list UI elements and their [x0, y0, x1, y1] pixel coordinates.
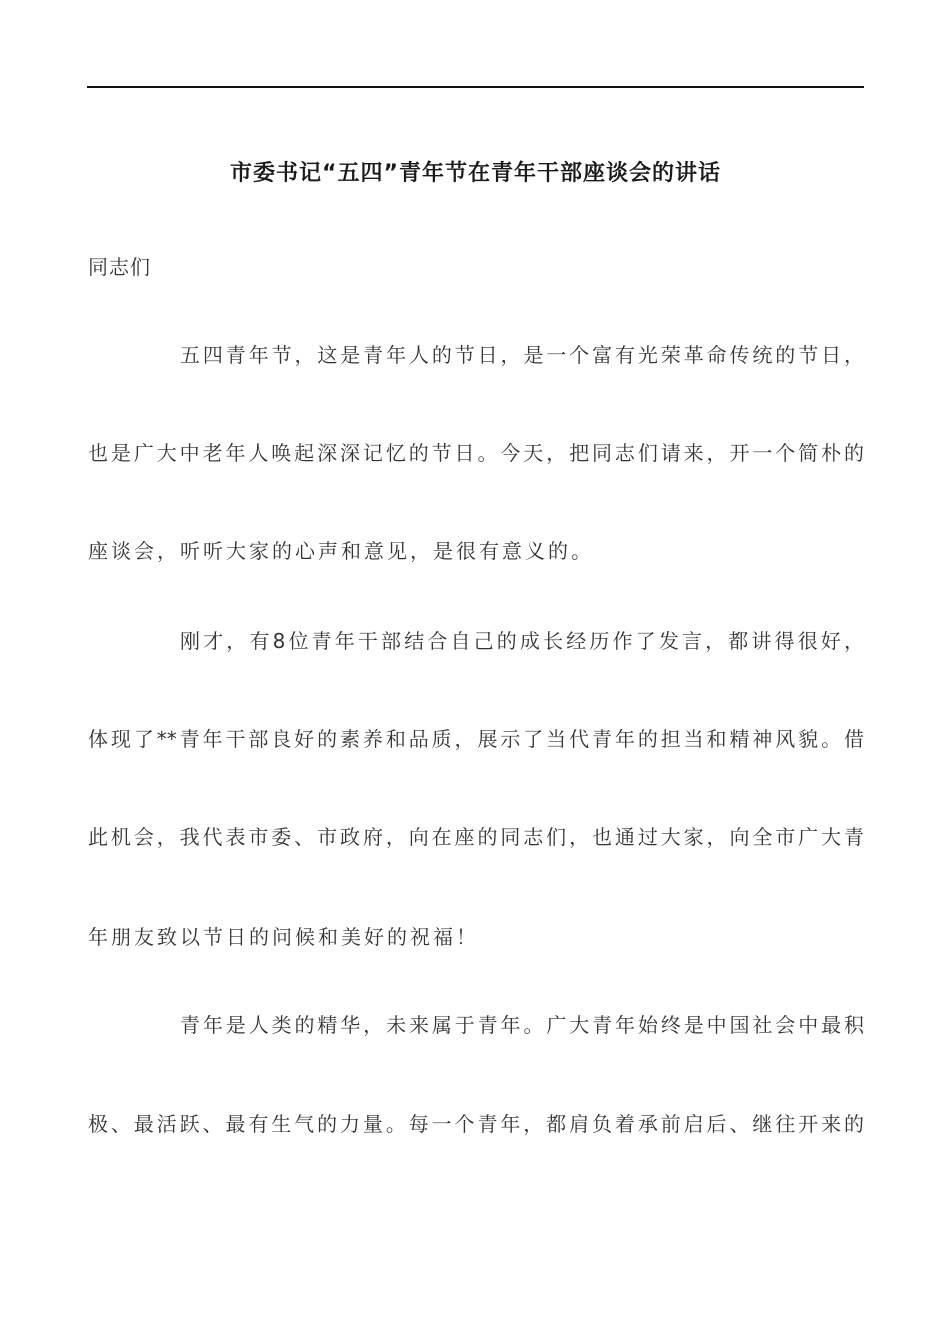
paragraph-1-line-2: 也是广大中老年人唤起深深记忆的节日。今天，把同志们请来，开一个简朴的 [88, 441, 864, 465]
document-title: 市委书记“五四”青年节在青年干部座谈会的讲话 [230, 161, 721, 186]
paragraph-2-line-1: 刚才，有8位青年干部结合自己的成长经历作了发言，都讲得很好， [180, 629, 864, 653]
paragraph-3-line-1: 青年是人类的精华，未来属于青年。广大青年始终是中国社会中最积 [180, 1013, 864, 1037]
paragraph-1-line-1: 五四青年节，这是青年人的节日，是一个富有光荣革命传统的节日， [180, 343, 864, 367]
paragraph-2-line-3: 此机会，我代表市委、市政府，向在座的同志们，也通过大家，向全市广大青 [88, 825, 864, 849]
paragraph-2-line-4: 年朋友致以节日的问候和美好的祝福！ [88, 925, 479, 949]
paragraph-2-line-2: 体现了**青年干部良好的素养和品质，展示了当代青年的担当和精神风貌。借 [88, 727, 864, 751]
salutation: 同志们 [88, 255, 151, 279]
paragraph-1-line-3: 座谈会，听听大家的心声和意见，是很有意义的。 [88, 539, 594, 563]
paragraph-3-line-2: 极、最活跃、最有生气的力量。每一个青年，都肩负着承前启后、继往开来的 [88, 1112, 864, 1136]
header-rule [87, 86, 864, 88]
